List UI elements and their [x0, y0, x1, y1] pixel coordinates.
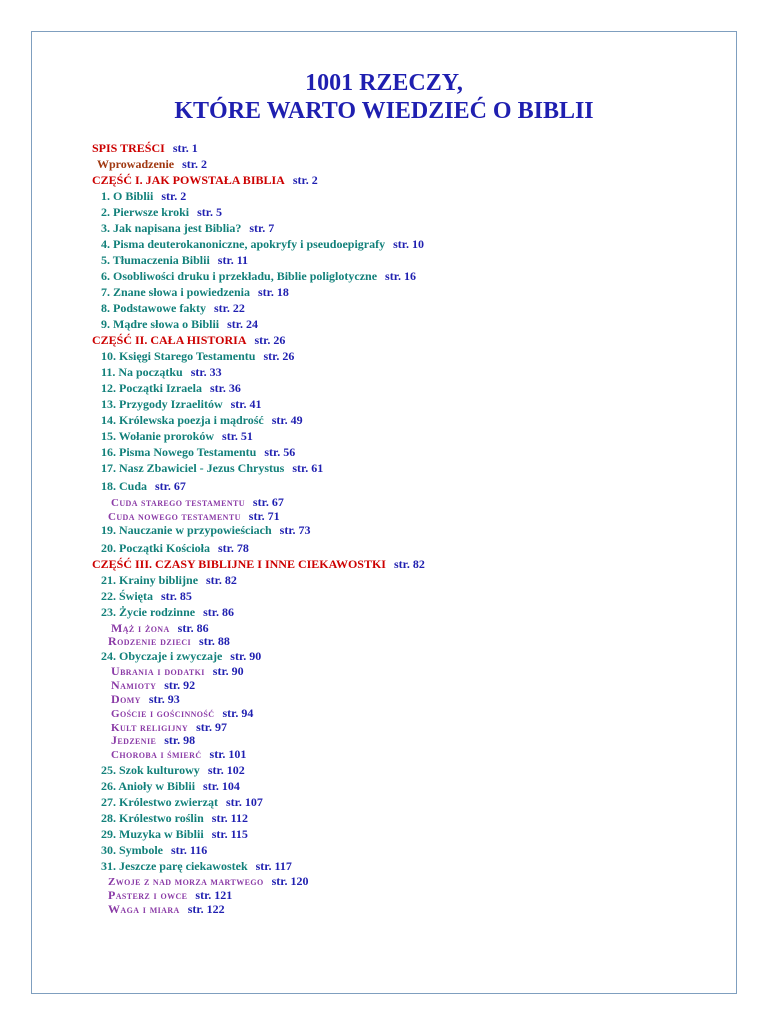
toc-entry-introduction[interactable] — [97, 156, 207, 172]
toc-entry-page: str. 7 — [249, 221, 275, 235]
toc-entry-page: str. 2 — [292, 173, 318, 187]
toc-entry-page: str. 67 — [155, 479, 186, 493]
toc-chapter[interactable] — [101, 762, 245, 778]
toc-chapter[interactable] — [101, 794, 263, 810]
toc-chapter[interactable] — [101, 188, 186, 204]
toc-section-label: CZĘŚĆ I. JAK POWSTAŁA BIBLIA — [92, 173, 285, 187]
toc-entry-page: str. 104 — [203, 779, 240, 793]
toc-entry-page: str. 88 — [199, 634, 230, 648]
toc-entry-label: 28. Królestwo roślin — [101, 811, 204, 825]
toc-entry-page: str. 22 — [214, 301, 245, 315]
toc-chapter[interactable] — [101, 300, 245, 316]
toc-entry-page: str. 120 — [271, 874, 309, 888]
toc-entry-page: str. 86 — [177, 621, 209, 635]
toc-entry-label: Domy — [111, 692, 141, 706]
toc-entry-page: str. 121 — [195, 888, 233, 902]
toc-chapter[interactable] — [101, 284, 289, 300]
toc-entry-page: str. 49 — [271, 413, 303, 427]
toc-entry-page: str. 102 — [207, 763, 245, 777]
toc-entry-page: str. 85 — [161, 589, 192, 603]
toc-entry-label: 16. Pisma Nowego Testamentu — [101, 445, 257, 459]
toc-entry-label: 19. Nauczanie w przypowieściach — [101, 523, 272, 537]
toc-chapter[interactable] — [101, 522, 311, 538]
toc-entry-label: 9. Mądre słowa o Biblii — [101, 317, 220, 331]
toc-chapter[interactable] — [101, 348, 294, 364]
toc-entry-label: 3. Jak napisana jest Biblia? — [101, 221, 242, 235]
toc-section-part-2[interactable] — [92, 332, 285, 348]
toc-entry-page: str. 51 — [222, 429, 253, 443]
toc-entry-page: str. 11 — [217, 253, 249, 267]
toc-entry-page: str. 33 — [190, 365, 222, 379]
toc-entry-label: Kult religijny — [111, 722, 189, 734]
toc-entry-page: str. 98 — [164, 733, 196, 747]
toc-entry-label: Jedzenie — [111, 733, 157, 747]
toc-chapter[interactable] — [101, 604, 234, 620]
toc-entry-page: str. 5 — [197, 205, 222, 219]
toc-entry-label: 25. Szok kulturowy — [101, 763, 200, 777]
toc-entry-label: Mąż i żona — [111, 621, 170, 635]
toc-entry-page: str. 116 — [171, 843, 208, 857]
toc-entry-label: 27. Królestwo zwierząt — [101, 795, 218, 809]
toc-chapter[interactable] — [101, 478, 186, 494]
toc-chapter[interactable] — [101, 810, 248, 826]
toc-chapter[interactable] — [101, 444, 295, 460]
toc-entry-label: 1. O Biblii — [101, 189, 154, 203]
toc-chapter[interactable] — [101, 826, 248, 842]
toc-entry-label: 29. Muzyka w Biblii — [101, 827, 204, 841]
toc-entry-label: 4. Pisma deuterokanoniczne, apokryfy i pseudoepigrafy — [101, 237, 386, 251]
toc-entry-page: str. 90 — [212, 664, 244, 678]
toc-entry-page: str. 41 — [230, 397, 262, 411]
toc-entry-label: 24. Obyczaje i zwyczaje — [101, 649, 223, 663]
toc-chapter[interactable] — [101, 316, 258, 332]
toc-entry-page: str. 10 — [393, 237, 425, 251]
toc-entry-label: 11. Na początku — [101, 365, 183, 379]
toc-entry-page: str. 107 — [225, 795, 263, 809]
toc-entry-label: Choroba i śmierć — [111, 749, 202, 761]
toc-entry-label: 20. Początki Kościoła — [101, 541, 210, 555]
toc-entry-page: str. 18 — [258, 285, 289, 299]
toc-subtopic[interactable] — [108, 633, 230, 649]
toc-section-label: CZĘŚĆ III. CZASY BIBLIJNE I INNE CIEKAWOSTKI — [92, 557, 386, 571]
toc-entry-label: 31. Jeszcze parę ciekawostek — [101, 859, 248, 873]
toc-entry-label: 5. Tłumaczenia Biblii — [101, 253, 210, 267]
toc-entry-page: str. 24 — [227, 317, 259, 331]
toc-entry-label: Rodzenie dzieci — [108, 634, 192, 648]
toc-entry-label: Cuda starego testamentu — [111, 497, 245, 509]
toc-entry-label: 22. Święta — [101, 589, 153, 603]
toc-entry-label: Zwoje z nad morza martwego — [108, 876, 264, 888]
toc-entry-label: 6. Osobliwości druku i przekładu, Biblie poliglotyczne — [101, 269, 378, 283]
toc-entry-label: Wprowadzenie — [97, 157, 175, 171]
toc-entry-page: str. 94 — [222, 706, 254, 720]
toc-entry-label: 26. Anioły w Biblii — [101, 779, 196, 793]
toc-entry-label: 15. Wołanie proroków — [101, 429, 215, 443]
toc-chapter[interactable] — [101, 380, 241, 396]
toc-entry-label: 17. Nasz Zbawiciel - Jezus Chrystus — [101, 461, 285, 475]
toc-entry-page: str. 26 — [263, 349, 295, 363]
toc-entry-page: str. 97 — [196, 720, 227, 734]
toc-entry-label: 30. Symbole — [101, 843, 164, 857]
toc-entry-label: Ubrania i dodatki — [111, 664, 205, 678]
toc-chapter[interactable] — [101, 396, 262, 412]
toc-entry-label: 8. Podstawowe fakty — [101, 301, 206, 315]
toc-chapter[interactable] — [101, 842, 207, 858]
toc-entry-label: Pasterz i owce — [108, 888, 188, 902]
toc-entry-page: str. 78 — [217, 541, 249, 555]
toc-entry-page: str. 61 — [292, 461, 324, 475]
toc-chapter[interactable] — [101, 572, 237, 588]
toc-entry-label: 23. Życie rodzinne — [101, 605, 196, 619]
toc-entry-page: str. 117 — [255, 859, 292, 873]
toc-entry-page: str. 112 — [211, 811, 249, 825]
toc-entry-label: 18. Cuda — [101, 479, 148, 493]
toc-chapter[interactable] — [101, 540, 249, 556]
toc-subtopic[interactable] — [108, 901, 225, 917]
toc-entry-page: str. 92 — [164, 678, 196, 692]
toc-entry-page: str. 93 — [148, 692, 180, 706]
toc-entry-page: str. 2 — [161, 189, 187, 203]
document-title-line-2: KTÓRE WARTO WIEDZIEĆ O BIBLII — [174, 98, 594, 124]
toc-section-label: CZĘŚĆ II. CAŁA HISTORIA — [92, 333, 247, 347]
toc-entry-page: str. 82 — [393, 557, 425, 571]
toc-entry-label: 13. Przygody Izraelitów — [101, 397, 223, 411]
toc-chapter[interactable] — [101, 778, 240, 794]
toc-chapter[interactable] — [101, 648, 261, 664]
toc-chapter[interactable] — [101, 268, 416, 284]
toc-entry-label: Namioty — [111, 678, 157, 692]
toc-entry-label: 12. Początki Izraela — [101, 381, 202, 395]
toc-chapter[interactable] — [101, 220, 274, 236]
toc-entry-page: str. 122 — [187, 902, 225, 916]
toc-entry-page: str. 16 — [385, 269, 416, 283]
toc-entry-label: 14. Królewska poezja i mądrość — [101, 413, 264, 427]
document-title-line-1: 1001 RZECZY, — [305, 70, 463, 96]
toc-chapter[interactable] — [101, 204, 222, 220]
toc-entry-label: Waga i miara — [108, 902, 180, 916]
toc-entry-label: SPIS TREŚCI — [92, 141, 165, 155]
toc-entry-page: str. 90 — [230, 649, 262, 663]
toc-chapter[interactable] — [101, 412, 303, 428]
toc-chapter[interactable] — [101, 236, 424, 252]
toc-entry-page: str. 73 — [279, 523, 311, 537]
toc-chapter[interactable] — [101, 252, 248, 268]
toc-entry-page: str. 2 — [182, 157, 207, 171]
toc-entry-label: 10. Księgi Starego Testamentu — [101, 349, 256, 363]
toc-entry-page: str. 86 — [203, 605, 234, 619]
toc-chapter[interactable] — [101, 428, 253, 444]
toc-chapter[interactable] — [101, 460, 323, 476]
toc-subtopic[interactable] — [111, 746, 246, 762]
toc-entry-label: 21. Krainy biblijne — [101, 573, 199, 587]
toc-chapter[interactable] — [101, 858, 292, 874]
toc-entry-page: str. 1 — [172, 141, 198, 155]
toc-entry-label: 7. Znane słowa i powiedzenia — [101, 285, 251, 299]
toc-chapter[interactable] — [101, 588, 192, 604]
toc-entry-page: str. 67 — [252, 495, 284, 509]
toc-section-part-3[interactable] — [92, 556, 425, 572]
toc-chapter[interactable] — [101, 364, 222, 380]
toc-entry-page: str. 36 — [209, 381, 241, 395]
toc-entry-contents[interactable] — [92, 140, 198, 156]
toc-entry-page: str. 115 — [211, 827, 248, 841]
toc-entry-label: Cuda nowego testamentu — [108, 511, 241, 523]
toc-entry-page: str. 101 — [209, 747, 247, 761]
toc-entry-page: str. 56 — [264, 445, 296, 459]
toc-entry-page: str. 26 — [254, 333, 286, 347]
toc-entry-page: str. 71 — [248, 509, 280, 523]
toc-entry-label: Goście i gościnność — [111, 708, 215, 720]
toc-section-part-1[interactable] — [92, 172, 318, 188]
toc-entry-label: 2. Pierwsze kroki — [101, 205, 190, 219]
toc-entry-page: str. 82 — [206, 573, 237, 587]
